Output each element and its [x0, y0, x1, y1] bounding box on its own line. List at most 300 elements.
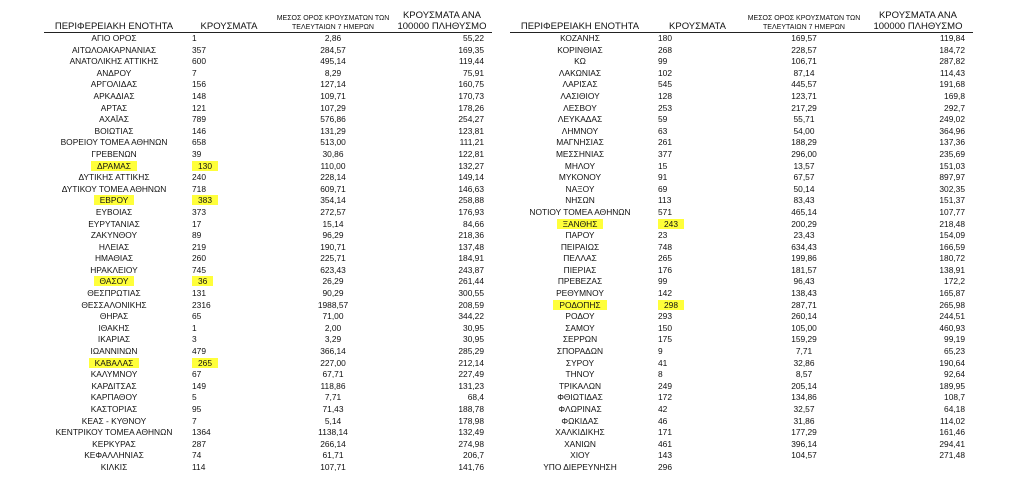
avg-cell: 287,71 — [791, 299, 817, 310]
cases-cell: 91 — [658, 172, 668, 183]
table-row — [510, 253, 973, 265]
table-row — [510, 300, 973, 312]
per100k-cell: 149,14 — [458, 172, 484, 183]
table-row — [44, 242, 492, 254]
cases-cell: 2316 — [192, 299, 211, 310]
cases-cell: 1364 — [192, 427, 211, 438]
per100k-cell: 151,03 — [939, 160, 965, 171]
per100k-cell: 138,91 — [939, 264, 965, 275]
avg-cell: 104,57 — [791, 450, 817, 461]
cases-cell: 658 — [192, 137, 206, 148]
avg-cell: 513,00 — [320, 137, 346, 148]
right-cases-table — [510, 10, 973, 474]
per100k-cell: 119,44 — [459, 56, 484, 67]
cases-cell: 748 — [658, 241, 672, 252]
region-cell: ΝΟΤΙΟΥ ΤΟΜΕΑ ΑΘΗΝΩΝ — [529, 206, 631, 217]
header-cases: ΚΡΟΥΣΜΑΤΑ — [184, 10, 274, 33]
cases-cell: 65 — [192, 311, 202, 322]
region-cell: ΑΧΑΪΑΣ — [99, 114, 129, 125]
avg-cell: 106,71 — [791, 56, 817, 67]
cases-cell: 146 — [192, 125, 206, 136]
cases-cell: 253 — [658, 102, 672, 113]
avg-cell: 67,71 — [322, 369, 344, 380]
table-row — [510, 439, 973, 451]
region-cell: ΚΙΛΚΙΣ — [100, 461, 128, 472]
table-row — [44, 334, 492, 346]
table-row — [44, 45, 492, 57]
table-row — [44, 161, 492, 173]
avg-cell: 8,57 — [795, 369, 813, 380]
per100k-cell: 166,59 — [939, 241, 965, 252]
table-row — [44, 253, 492, 265]
table-header-row — [44, 10, 492, 33]
region-cell: ΣΥΡΟΥ — [565, 357, 595, 368]
cases-cell: 142 — [658, 288, 672, 299]
region-cell: ΘΗΡΑΣ — [99, 311, 129, 322]
per100k-cell: 169,35 — [458, 44, 484, 55]
cases-cell: 461 — [658, 438, 672, 449]
per100k-cell: 208,59 — [458, 299, 484, 310]
per100k-cell: 191,68 — [939, 79, 965, 90]
table-row — [510, 346, 973, 358]
avg-cell: 26,29 — [322, 276, 344, 287]
per100k-cell: 119,84 — [940, 33, 965, 43]
region-cell: ΕΥΒΟΙΑΣ — [95, 206, 133, 217]
avg-cell: 200,29 — [791, 218, 817, 229]
avg-cell: 107,29 — [320, 102, 346, 113]
avg-cell: 110,00 — [320, 160, 346, 171]
region-cell: ΜΕΣΣΗΝΙΑΣ — [555, 148, 605, 159]
table-row — [510, 126, 973, 138]
table-row — [510, 276, 973, 288]
cases-cell: 3 — [192, 334, 197, 345]
table-row — [510, 184, 973, 196]
region-cell: ΜΗΛΟΥ — [564, 160, 596, 171]
table-row — [44, 68, 492, 80]
cases-cell: 1 — [192, 322, 197, 333]
table-row — [44, 450, 492, 462]
table-row — [510, 288, 973, 300]
table-row — [44, 114, 492, 126]
table-row — [510, 45, 973, 57]
per100k-cell: 184,91 — [458, 253, 484, 264]
cases-cell: 128 — [658, 90, 672, 101]
table-row — [44, 91, 492, 103]
avg-cell: 284,57 — [320, 44, 346, 55]
per100k-cell: 294,41 — [939, 438, 965, 449]
per100k-cell: 65,23 — [944, 346, 965, 357]
table-row — [510, 242, 973, 254]
per100k-cell: 111,21 — [459, 137, 484, 148]
per100k-cell: 146,63 — [458, 183, 484, 194]
region-cell: ΑΡΓΟΛΙΔΑΣ — [90, 79, 138, 90]
region-cell: ΑΙΤΩΛΟΑΚΑΡΝΑΝΙΑΣ — [71, 44, 157, 55]
region-cell: ΠΕΙΡΑΙΩΣ — [560, 241, 600, 252]
per100k-cell: 243,87 — [458, 264, 484, 275]
table-row — [510, 462, 973, 474]
avg-cell: 609,71 — [320, 183, 346, 194]
region-cell: ΜΥΚΟΝΟΥ — [558, 172, 602, 183]
region-cell: ΒΟΡΕΙΟΥ ΤΟΜΕΑ ΑΘΗΝΩΝ — [60, 137, 168, 148]
per100k-cell: 206,7 — [463, 450, 484, 461]
cases-cell: 74 — [192, 450, 202, 461]
table-row — [44, 207, 492, 219]
cases-cell: 59 — [658, 114, 668, 125]
region-cell: ΚΕΝΤΡΙΚΟΥ ΤΟΜΕΑ ΑΘΗΝΩΝ — [55, 427, 173, 438]
region-cell: ΠΕΛΛΑΣ — [563, 253, 597, 264]
table-row — [44, 137, 492, 149]
region-cell: ΗΜΑΘΙΑΣ — [94, 253, 134, 264]
region-cell: ΦΛΩΡΙΝΑΣ — [558, 404, 602, 414]
region-cell: ΚΑΛΥΜΝΟΥ — [90, 369, 138, 380]
table-row — [510, 450, 973, 462]
avg-cell: 71,00 — [322, 311, 344, 322]
per100k-cell: 132,49 — [458, 427, 484, 438]
cases-cell: 1 — [192, 33, 197, 43]
region-cell: ΑΝΔΡΟΥ — [96, 67, 132, 78]
region-cell: ΡΕΘΥΜΝΟΥ — [556, 288, 604, 299]
per100k-cell: 897,97 — [939, 172, 965, 183]
avg-cell: 23,43 — [793, 230, 815, 241]
cases-cell: 41 — [658, 357, 668, 368]
region-cell: ΛΑΡΙΣΑΣ — [562, 79, 598, 90]
cases-cell: 63 — [658, 125, 668, 136]
avg-cell: 159,29 — [791, 334, 817, 345]
cases-cell: 7 — [192, 67, 197, 78]
cases-cell: 130 — [192, 161, 218, 171]
table-row — [44, 172, 492, 184]
per100k-cell: 99,19 — [944, 334, 965, 345]
per100k-cell: 131,23 — [458, 380, 484, 391]
table-row — [510, 219, 973, 231]
table-row — [44, 300, 492, 312]
avg-cell: 2,86 — [324, 33, 342, 43]
cases-cell: 357 — [192, 44, 206, 55]
avg-cell: 105,00 — [791, 322, 817, 333]
table-row — [44, 79, 492, 91]
region-cell: ΙΩΑΝΝΙΝΩΝ — [90, 346, 138, 357]
avg-cell: 205,14 — [791, 380, 817, 391]
region-cell: ΚΑΡΠΑΘΟΥ — [90, 392, 138, 403]
avg-cell: 5,14 — [324, 415, 342, 426]
cases-cell: 268 — [658, 44, 672, 55]
cases-cell: 113 — [658, 195, 672, 206]
table-row — [510, 358, 973, 370]
avg-cell: 123,71 — [791, 90, 817, 101]
table-row — [44, 439, 492, 451]
avg-cell: 296,00 — [791, 148, 817, 159]
per100k-cell: 114,02 — [940, 415, 965, 426]
region-cell: ΑΝΑΤΟΛΙΚΗΣ ΑΤΤΙΚΗΣ — [69, 56, 159, 67]
per100k-cell: 271,48 — [939, 450, 965, 461]
per100k-cell: 123,81 — [458, 125, 484, 136]
avg-cell: 30,86 — [322, 148, 344, 159]
per100k-cell: 154,09 — [939, 230, 965, 241]
per100k-cell: 137,48 — [458, 241, 484, 252]
table-row — [510, 427, 973, 439]
table-row — [510, 103, 973, 115]
avg-cell: 354,14 — [320, 195, 346, 206]
region-cell: ΘΑΣΟΥ — [94, 276, 135, 286]
cases-cell: 261 — [658, 137, 672, 148]
table-row — [44, 462, 492, 474]
table-row — [510, 56, 973, 68]
per100k-cell: 261,44 — [458, 276, 484, 287]
avg-cell: 623,43 — [320, 264, 346, 275]
cases-cell: 600 — [192, 56, 206, 67]
region-cell: ΦΘΙΩΤΙΔΑΣ — [557, 392, 603, 403]
cases-cell: 240 — [192, 172, 206, 183]
per100k-cell: 75,91 — [463, 67, 484, 78]
region-cell: ΖΑΚΥΝΘΟΥ — [90, 230, 138, 241]
cases-cell: 171 — [658, 427, 672, 438]
table-row — [44, 288, 492, 300]
avg-cell: 109,71 — [320, 90, 346, 101]
avg-cell: 272,57 — [320, 206, 346, 217]
region-cell: ΠΡΕΒΕΖΑΣ — [557, 276, 603, 287]
table-row — [44, 195, 492, 207]
table-row — [44, 126, 492, 138]
cases-cell: 265 — [658, 253, 672, 264]
per100k-cell: 64,18 — [944, 404, 965, 414]
region-cell: ΓΡΕΒΕΝΩΝ — [91, 148, 137, 159]
avg-cell: 266,14 — [320, 438, 346, 449]
avg-cell: 31,86 — [793, 415, 815, 426]
region-cell: ΛΕΣΒΟΥ — [563, 102, 597, 113]
table-row — [44, 427, 492, 439]
per100k-cell: 258,88 — [458, 195, 484, 206]
per100k-cell: 151,37 — [939, 195, 965, 206]
avg-cell: 228,14 — [320, 172, 346, 183]
region-cell: ΧΑΛΚΙΔΙΚΗΣ — [555, 427, 605, 438]
cases-cell: 219 — [192, 241, 206, 252]
region-cell: ΜΑΓΝΗΣΙΑΣ — [556, 137, 604, 148]
cases-cell: 265 — [192, 358, 218, 368]
cases-cell: 243 — [658, 219, 684, 229]
region-cell: ΣΕΡΡΩΝ — [562, 334, 598, 345]
region-cell: ΔΥΤΙΚΟΥ ΤΟΜΕΑ ΑΘΗΝΩΝ — [61, 183, 167, 194]
table-row — [510, 79, 973, 91]
table-row — [510, 172, 973, 184]
avg-cell: 465,14 — [791, 206, 817, 217]
cases-cell: 745 — [192, 264, 206, 275]
per100k-cell: 178,98 — [458, 415, 484, 426]
per100k-cell: 132,27 — [458, 160, 484, 171]
region-cell: ΚΕΑΣ - ΚΥΘΝΟΥ — [81, 415, 147, 426]
cases-cell: 8 — [658, 369, 663, 380]
cases-cell: 150 — [658, 322, 672, 333]
avg-cell: 495,14 — [320, 56, 346, 67]
cases-cell: 17 — [192, 218, 202, 229]
per100k-cell: 180,72 — [939, 253, 965, 264]
table-row — [44, 392, 492, 404]
per100k-cell: 300,55 — [458, 288, 484, 299]
cases-cell: 180 — [658, 33, 672, 43]
region-cell: ΣΑΜΟΥ — [565, 322, 595, 333]
table-row — [510, 369, 973, 381]
per100k-cell: 235,69 — [939, 148, 965, 159]
avg-cell: 67,57 — [793, 172, 815, 183]
cases-cell: 260 — [192, 253, 206, 264]
header-avg: ΜΕΣΟΣ ΟΡΟΣ ΚΡΟΥΣΜΑΤΩΝ ΤΩΝ ΤΕΛΕΥΤΑΙΩΝ 7 ΗΜΕΡΩΝ — [274, 10, 392, 33]
header-region: ΠΕΡΙΦΕΡΕΙΑΚΗ ΕΝΟΤΗΤΑ — [44, 10, 184, 33]
per100k-cell: 218,48 — [939, 218, 965, 229]
avg-cell: 134,86 — [791, 392, 817, 403]
header-per100k: ΚΡΟΥΣΜΑΤΑ ΑΝΑ 100000 ΠΛΗΘΥΣΜΟ — [863, 10, 973, 33]
per100k-cell: 249,02 — [939, 114, 965, 125]
per100k-cell: 292,7 — [944, 102, 965, 113]
table-row — [510, 149, 973, 161]
per100k-cell: 190,64 — [939, 357, 965, 368]
table-row — [510, 230, 973, 242]
table-row — [510, 404, 973, 416]
avg-cell: 127,14 — [320, 79, 346, 90]
table-row — [44, 33, 492, 45]
table-row — [44, 311, 492, 323]
table-row — [44, 265, 492, 277]
cases-cell: 296 — [658, 461, 672, 472]
cases-cell: 149 — [192, 380, 206, 391]
region-cell: ΚΕΦΑΛΛΗΝΙΑΣ — [84, 450, 144, 461]
region-cell: ΕΥΡΥΤΑΝΙΑΣ — [88, 218, 140, 229]
avg-cell: 225,71 — [320, 253, 346, 264]
cases-cell: 36 — [192, 276, 213, 286]
region-cell: ΛΕΥΚΑΔΑΣ — [557, 114, 603, 125]
avg-cell: 7,71 — [795, 346, 813, 357]
region-cell: ΤΗΝΟΥ — [565, 369, 595, 380]
per100k-cell: 218,36 — [458, 230, 484, 241]
avg-cell: 90,29 — [322, 288, 344, 299]
per100k-cell: 265,98 — [939, 299, 965, 310]
region-cell: ΝΗΣΩΝ — [565, 195, 595, 206]
per100k-cell: 364,96 — [939, 125, 965, 136]
per100k-cell: 55,22 — [463, 33, 484, 43]
region-cell: ΙΚΑΡΙΑΣ — [97, 334, 131, 345]
table-row — [44, 404, 492, 416]
avg-cell: 1138,14 — [318, 427, 348, 438]
table-row — [510, 381, 973, 393]
avg-cell: 96,43 — [793, 276, 815, 287]
table-row — [510, 207, 973, 219]
region-cell: ΚΟΖΑΝΗΣ — [560, 33, 600, 43]
avg-cell: 445,57 — [791, 79, 817, 90]
avg-cell: 1988,57 — [317, 299, 349, 310]
header-avg: ΜΕΣΟΣ ΟΡΟΣ ΚΡΟΥΣΜΑΤΩΝ ΤΩΝ ΤΕΛΕΥΤΑΙΩΝ 7 ΗΜΕΡΩΝ — [745, 10, 863, 33]
avg-cell: 7,71 — [324, 392, 342, 403]
avg-cell: 15,14 — [322, 218, 344, 229]
cases-cell: 143 — [658, 450, 672, 461]
table-row — [44, 381, 492, 393]
region-cell: ΑΡΤΑΣ — [100, 102, 128, 113]
avg-cell: 177,29 — [791, 427, 817, 438]
avg-cell: 32,86 — [793, 357, 815, 368]
region-cell: ΚΑΡΔΙΤΣΑΣ — [91, 380, 137, 391]
left-cases-table — [44, 10, 492, 474]
region-cell: ΔΥΤΙΚΗΣ ΑΤΤΙΚΗΣ — [78, 172, 150, 183]
per100k-cell: 188,78 — [458, 404, 484, 414]
region-cell: ΧΑΝΙΩΝ — [564, 438, 596, 449]
cases-cell: 373 — [192, 206, 206, 217]
region-cell: ΞΑΝΘΗΣ — [557, 219, 604, 229]
per100k-cell: 92,64 — [944, 369, 965, 380]
cases-cell: 23 — [658, 230, 668, 241]
per100k-cell: 274,98 — [458, 438, 484, 449]
per100k-cell: 122,81 — [458, 148, 484, 159]
avg-cell: 199,86 — [791, 253, 817, 264]
per100k-cell: 161,46 — [939, 427, 965, 438]
per100k-cell: 178,26 — [458, 102, 484, 113]
table-row — [510, 334, 973, 346]
cases-cell: 69 — [658, 183, 668, 194]
table-row — [44, 219, 492, 231]
region-cell: ΡΟΔΟΥ — [565, 311, 595, 322]
table-row — [44, 276, 492, 288]
cases-cell: 718 — [192, 183, 206, 194]
per100k-cell: 165,87 — [939, 288, 965, 299]
avg-cell: 138,43 — [791, 288, 817, 299]
avg-cell: 3,29 — [324, 334, 342, 345]
per100k-cell: 84,66 — [463, 218, 484, 229]
cases-cell: 67 — [192, 369, 202, 380]
region-cell: ΣΠΟΡΑΔΩΝ — [556, 346, 604, 357]
per100k-cell: 107,77 — [939, 206, 965, 217]
region-cell: ΚΕΡΚΥΡΑΣ — [92, 438, 136, 449]
cases-cell: 89 — [192, 230, 202, 241]
table-row — [510, 161, 973, 173]
region-cell: ΛΑΣΙΘΙΟΥ — [560, 90, 600, 101]
per100k-cell: 176,93 — [458, 206, 484, 217]
avg-cell: 55,71 — [793, 114, 815, 125]
region-cell: ΝΑΞΟΥ — [565, 183, 595, 194]
per100k-cell: 114,43 — [940, 67, 965, 78]
cases-cell: 148 — [192, 90, 206, 101]
per100k-cell: 254,27 — [458, 114, 484, 125]
avg-cell: 13,57 — [793, 160, 815, 171]
avg-cell: 396,14 — [791, 438, 817, 449]
avg-cell: 87,14 — [793, 67, 815, 78]
per100k-cell: 108,7 — [944, 392, 965, 403]
cases-cell: 9 — [658, 346, 663, 357]
per100k-cell: 227,49 — [458, 369, 484, 380]
table-row — [510, 68, 973, 80]
region-cell: ΠΑΡΟΥ — [565, 230, 595, 241]
cases-cell: 298 — [658, 300, 684, 310]
region-cell: ΦΩΚΙΔΑΣ — [561, 415, 599, 426]
per100k-cell: 285,29 — [458, 346, 484, 357]
region-cell: ΛΗΜΝΟΥ — [561, 125, 599, 136]
cases-cell: 46 — [658, 415, 668, 426]
table-row — [510, 265, 973, 277]
avg-cell: 190,71 — [320, 241, 346, 252]
table-row — [44, 323, 492, 335]
cases-cell: 99 — [658, 276, 668, 287]
cases-cell: 5 — [192, 392, 197, 403]
cases-cell: 39 — [192, 148, 202, 159]
region-cell: ΘΕΣΠΡΩΤΙΑΣ — [87, 288, 141, 299]
cases-cell: 114 — [192, 461, 206, 472]
avg-cell: 217,29 — [791, 102, 817, 113]
header-cases: ΚΡΟΥΣΜΑΤΑ — [650, 10, 745, 33]
header-region: ΠΕΡΙΦΕΡΕΙΑΚΗ ΕΝΟΤΗΤΑ — [510, 10, 650, 33]
cases-cell: 377 — [658, 148, 672, 159]
avg-cell: 366,14 — [320, 346, 346, 357]
avg-cell: 131,29 — [320, 125, 346, 136]
avg-cell: 227,00 — [320, 357, 346, 368]
cases-cell: 293 — [658, 311, 672, 322]
table-row — [510, 114, 973, 126]
table-row — [510, 137, 973, 149]
region-cell: ΡΟΔΟΠΗΣ — [553, 300, 606, 310]
